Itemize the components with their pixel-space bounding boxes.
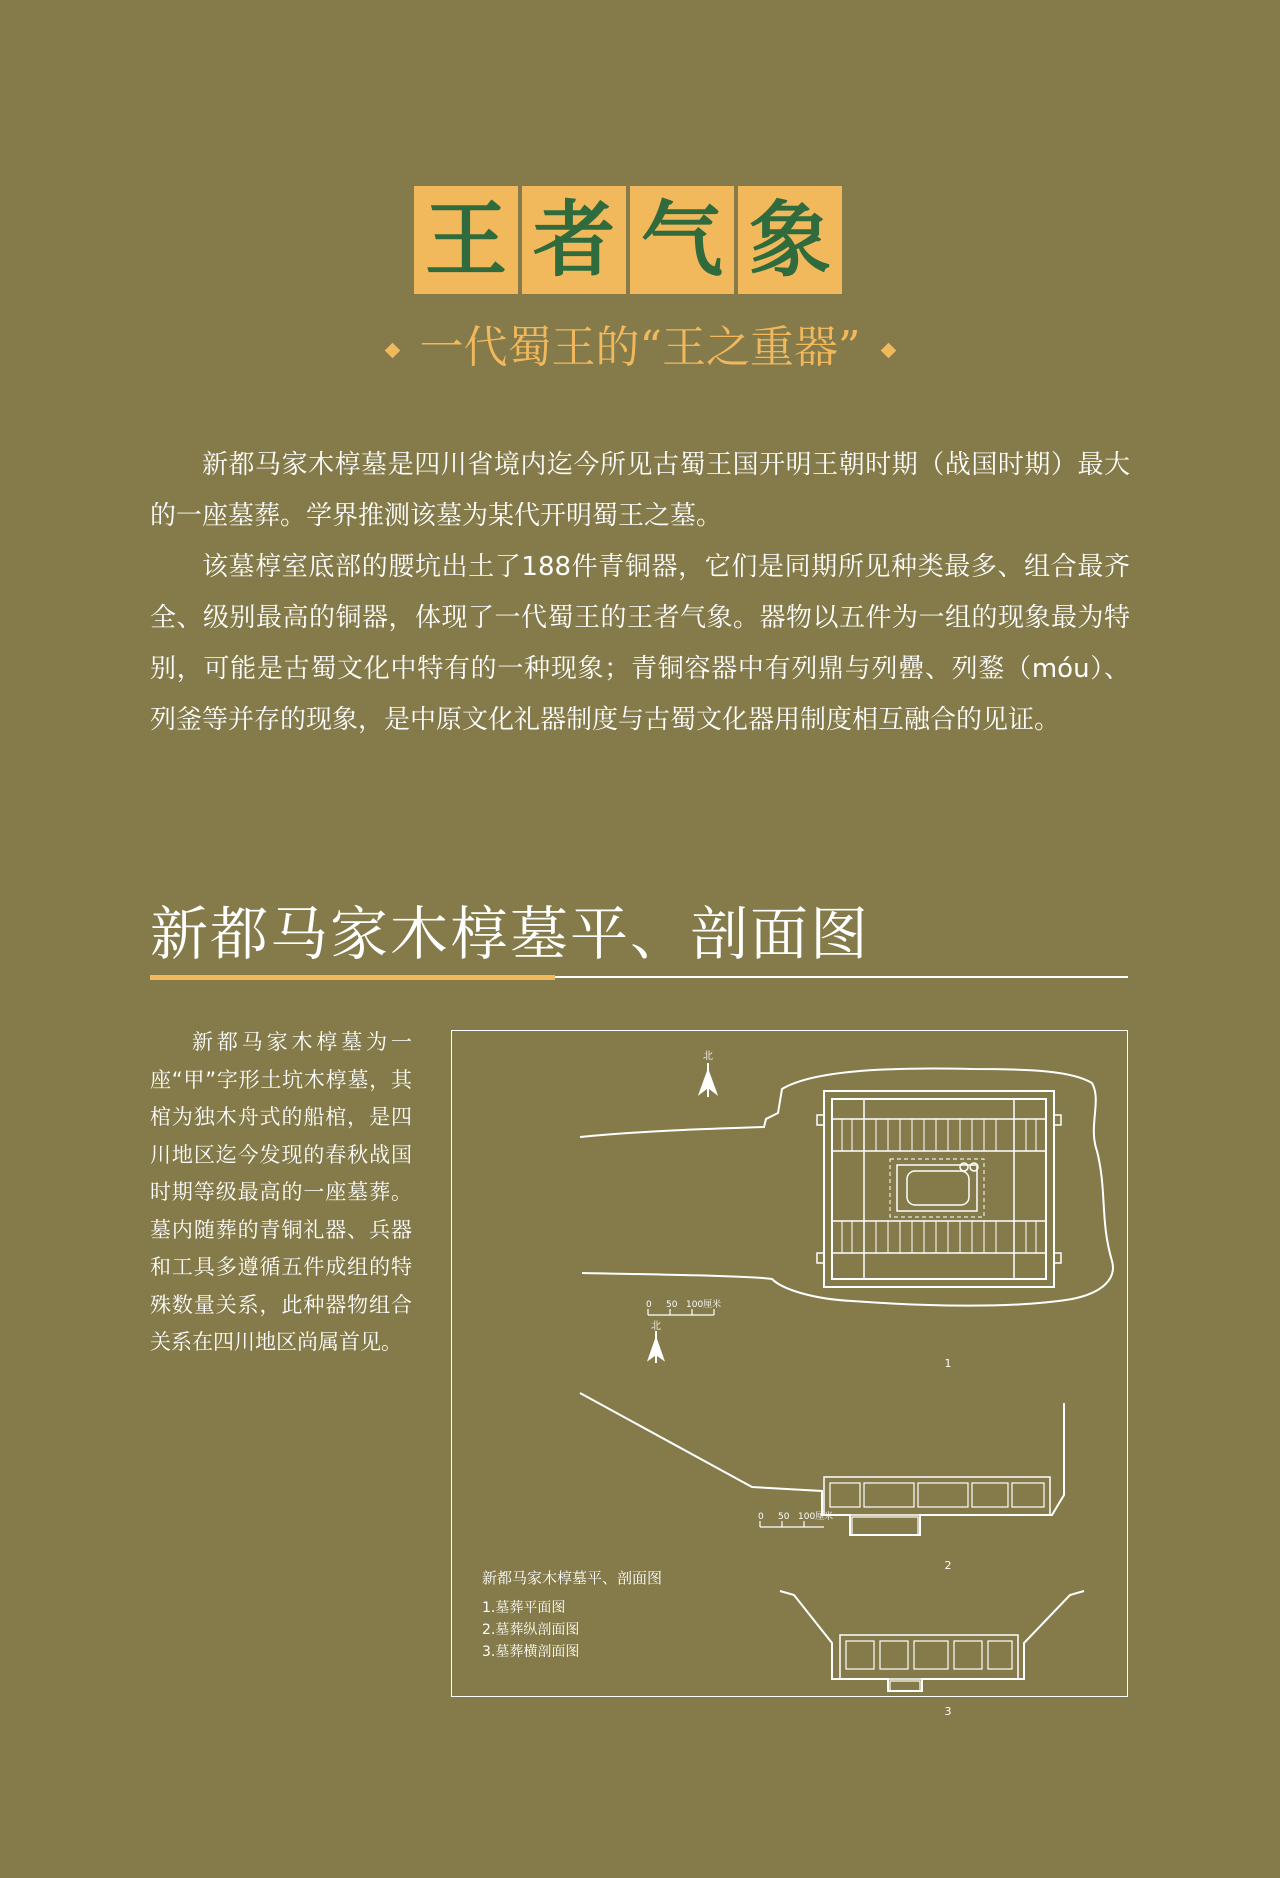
- main-title: [414, 186, 842, 294]
- tomb-plan-figure: [451, 1030, 1128, 1718]
- title-char: 象: [738, 186, 842, 294]
- caption-item: 3.墓葬横剖面图: [482, 1644, 580, 1660]
- scale-label: 0: [758, 1512, 764, 1522]
- caption-item: 1.墓葬平面图: [482, 1600, 566, 1616]
- intro-text: [150, 440, 1130, 746]
- title-char: 者: [522, 186, 626, 294]
- part-number: 2: [944, 1559, 952, 1572]
- section-description: 新都马家木椁墓为一座“甲”字形土坑木椁墓，其棺为独木舟式的船棺，是四川地区迄今发现的春秋战国时期等级最高的一座墓葬。墓内随葬的青铜礼器、兵器和工具多遵循五件成组的特殊数量关系，此种器物组合关系在四川地区尚属首见。: [150, 1030, 412, 1354]
- caption-item: 2.墓葬纵剖面图: [482, 1622, 580, 1638]
- north-label: 北: [703, 1051, 713, 1062]
- subtitle-row: [0, 318, 1280, 378]
- north-arrow-icon: [700, 1063, 716, 1097]
- diamond-icon: [384, 343, 400, 359]
- intro-paragraph: 该墓椁室底部的腰坑出土了188件青铜器，它们是同期所见种类最多、组合最齐全、级别最高的铜器，体现了一代蜀王的王者气象。器物以五件为一组的现象最为特别，可能是古蜀文化中特有的一种现象；青铜容器中有列鼎与列罍、列鍪（móu）、列釜等并存的现象，是中原文化礼器制度与古蜀文化器用制度相互融合的见证。: [150, 552, 1130, 735]
- scale-label: 100厘米: [798, 1512, 834, 1522]
- section-divider-accent: [150, 975, 555, 980]
- title-char: 王: [414, 186, 518, 294]
- part-number: 3: [944, 1705, 952, 1718]
- section-title: 新都马家木椁墓平、剖面图: [150, 900, 871, 968]
- part-number: 1: [944, 1357, 952, 1370]
- scale-label: 0: [646, 1300, 652, 1310]
- scale-label: 50: [778, 1512, 790, 1522]
- caption-title: 新都马家木椁墓平、剖面图: [482, 1569, 663, 1587]
- scale-label: 50: [666, 1300, 678, 1310]
- scale-label: 100厘米: [686, 1300, 722, 1310]
- north-arrow-icon: [649, 1331, 663, 1363]
- title-char: 气: [630, 186, 734, 294]
- plan-outline: [580, 1069, 1113, 1306]
- north-label: 北: [651, 1321, 661, 1332]
- diamond-icon: [880, 343, 896, 359]
- intro-paragraph: 新都马家木椁墓是四川省境内迄今所见古蜀王国开明王朝时期（战国时期）最大的一座墓葬。学界推测该墓为某代开明蜀王之墓。: [150, 450, 1130, 531]
- figure-caption: [482, 1567, 662, 1663]
- subtitle: 一代蜀王的“王之重器”: [419, 322, 861, 373]
